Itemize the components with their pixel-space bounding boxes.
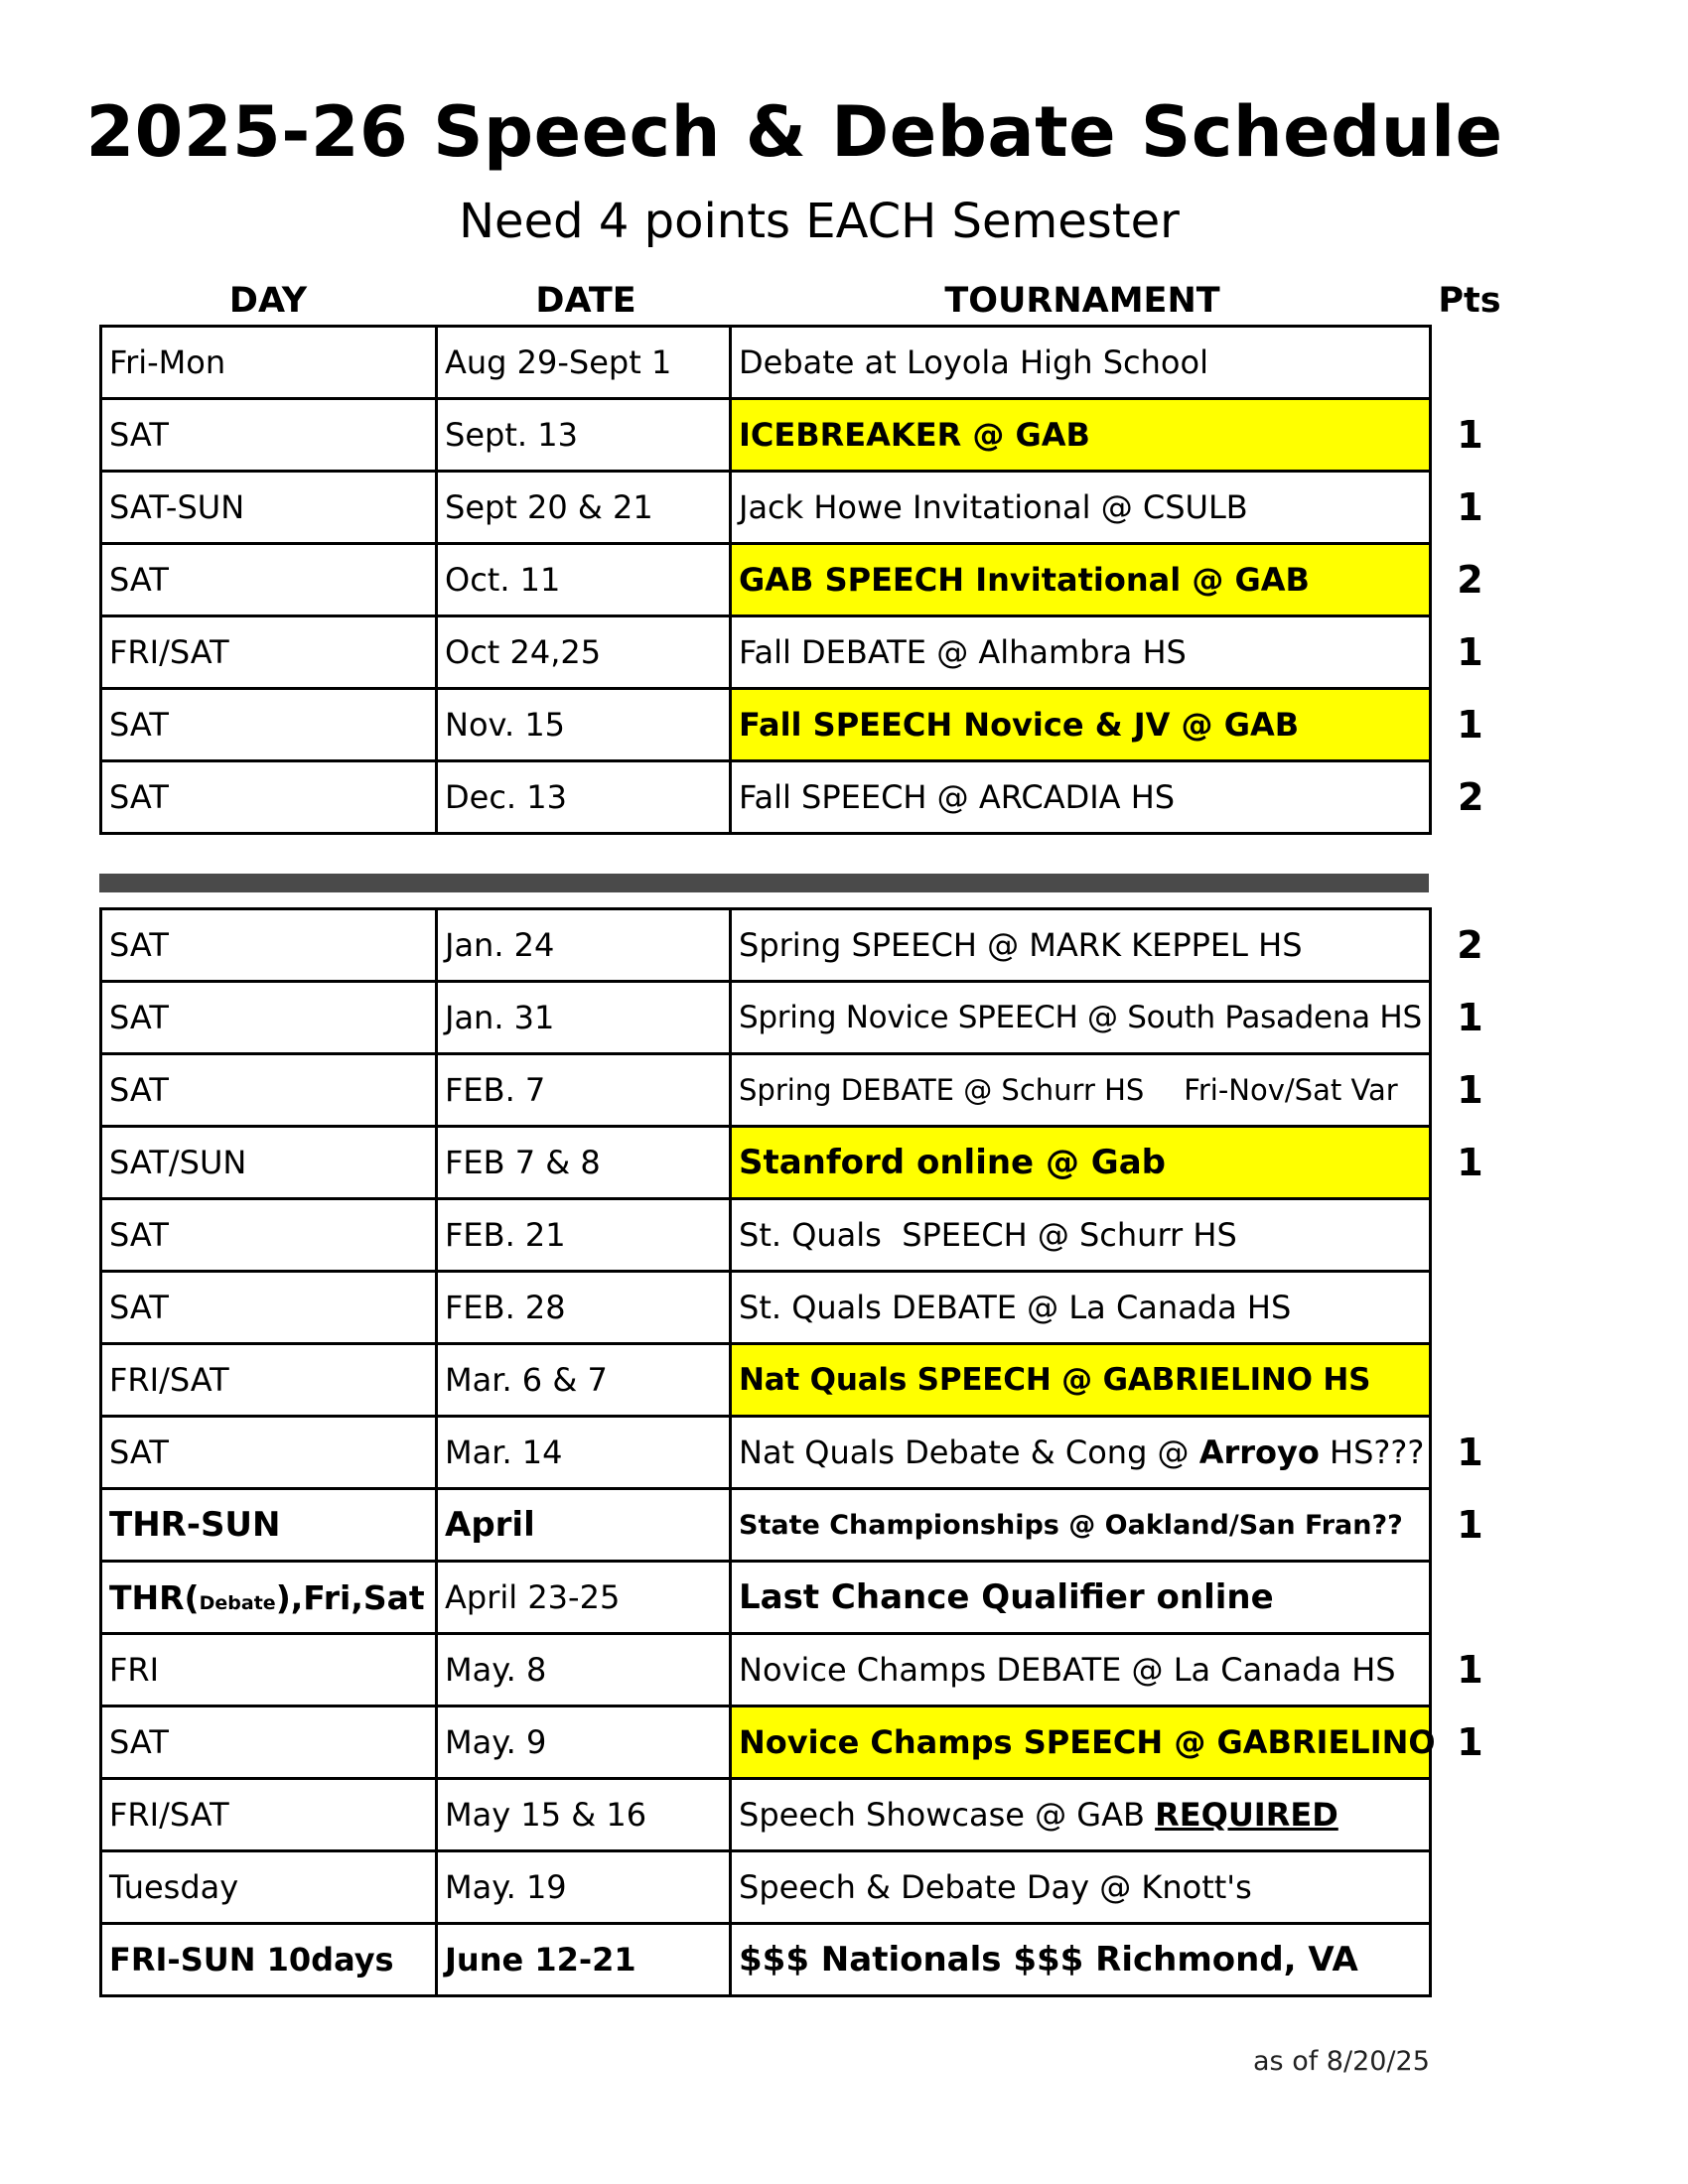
date-cell: Mar. 14 [437, 1417, 731, 1489]
tournament-cell-highlighted: Fall SPEECH Novice & JV @ GAB [731, 689, 1431, 761]
table-row [101, 1562, 1510, 1634]
header-date: DATE [535, 281, 636, 321]
day-cell: SAT [101, 909, 437, 982]
day-cell: FRI/SAT [101, 1779, 437, 1851]
pts-cell: 2 [1458, 775, 1484, 819]
pts-cell [1431, 1924, 1510, 1996]
table-row [101, 1851, 1510, 1924]
pts-cell [1431, 1851, 1510, 1924]
day-cell: Tuesday [101, 1851, 437, 1924]
pts-cell: 1 [1457, 1648, 1483, 1692]
tournament-text: Spring DEBATE @ Schurr HS [739, 1073, 1145, 1107]
table-row [101, 1924, 1510, 1996]
date-cell: Oct. 11 [437, 544, 731, 616]
table-row [101, 1127, 1510, 1199]
day-cell: SAT [101, 1272, 437, 1344]
pts-cell [1431, 327, 1510, 399]
date-cell: Nov. 15 [437, 689, 731, 761]
tournament-cell: Novice Champs DEBATE @ La Canada HS [731, 1634, 1431, 1706]
table-row [101, 1706, 1510, 1779]
table-row [101, 1344, 1510, 1417]
date-cell: May. 9 [437, 1706, 731, 1779]
date-cell: June 12-21 [437, 1924, 731, 1996]
tournament-cell [731, 1054, 1431, 1127]
table-row [101, 1417, 1510, 1489]
date-cell: Jan. 24 [437, 909, 731, 982]
tournament-cell-highlighted: Novice Champs SPEECH @ GABRIELINO [731, 1706, 1431, 1779]
table-row [101, 544, 1510, 616]
date-cell: Dec. 13 [437, 761, 731, 834]
tournament-bold-text: Arroyo [1198, 1433, 1320, 1471]
tournament-cell [731, 1779, 1431, 1851]
pts-cell [1431, 1199, 1510, 1272]
pts-cell: 2 [1457, 923, 1483, 967]
tournament-cell: Last Chance Qualifier online [731, 1562, 1431, 1634]
date-cell: Sept. 13 [437, 399, 731, 472]
tournament-cell-highlighted: Nat Quals SPEECH @ GABRIELINO HS [731, 1344, 1431, 1417]
date-cell: May. 8 [437, 1634, 731, 1706]
day-cell: SAT [101, 689, 437, 761]
pts-cell: 1 [1457, 485, 1483, 529]
pts-cell: 1 [1457, 996, 1483, 1039]
table-row [101, 909, 1510, 982]
day-cell: SAT-SUN [101, 472, 437, 544]
tournament-text: HS??? [1319, 1433, 1425, 1471]
date-cell: FEB. 28 [437, 1272, 731, 1344]
date-cell: FEB. 7 [437, 1054, 731, 1127]
date-cell: April 23-25 [437, 1562, 731, 1634]
tournament-cell: Fall SPEECH @ ARCADIA HS [731, 761, 1431, 834]
pts-cell: 1 [1457, 1431, 1483, 1474]
tournament-cell: Jack Howe Invitational @ CSULB [731, 472, 1431, 544]
tournament-cell: St. Quals DEBATE @ La Canada HS [731, 1272, 1431, 1344]
semester-divider [99, 874, 1429, 892]
table-row [101, 1199, 1510, 1272]
table-row [101, 1634, 1510, 1706]
table-row [101, 399, 1510, 472]
date-cell: Oct 24,25 [437, 616, 731, 689]
pts-cell [1431, 1779, 1510, 1851]
header-tournament: TOURNAMENT [944, 281, 1220, 321]
day-text: ),Fri,Sat [275, 1577, 425, 1617]
tournament-cell [731, 1417, 1431, 1489]
day-cell: SAT [101, 1054, 437, 1127]
tournament-cell-highlighted: Stanford online @ Gab [731, 1127, 1431, 1199]
header-pts: Pts [1438, 281, 1501, 321]
tournament-text: Nat Quals Debate & Cong @ [739, 1433, 1199, 1471]
tournament-cell: $$$ Nationals $$$ Richmond, VA [731, 1924, 1431, 1996]
date-cell: Sept 20 & 21 [437, 472, 731, 544]
tournament-cell: Fall DEBATE @ Alhambra HS [731, 616, 1431, 689]
tournament-cell-highlighted: GAB SPEECH Invitational @ GAB [731, 544, 1431, 616]
day-cell: SAT [101, 1417, 437, 1489]
table-row [101, 761, 1510, 834]
table-row [101, 1272, 1510, 1344]
date-cell: FEB 7 & 8 [437, 1127, 731, 1199]
pts-cell: 1 [1457, 413, 1483, 457]
page-title: 2025-26 Speech & Debate Schedule [85, 91, 1503, 173]
spring-schedule-table [99, 907, 1511, 1997]
pts-cell [1431, 1562, 1510, 1634]
tournament-note: Fri-Nov/Sat Var [1184, 1073, 1398, 1107]
day-cell: Fri-Mon [101, 327, 437, 399]
pts-cell [1431, 1272, 1510, 1344]
table-row [101, 689, 1510, 761]
date-cell: May 15 & 16 [437, 1779, 731, 1851]
table-row [101, 327, 1510, 399]
required-label: REQUIRED [1155, 1796, 1338, 1834]
day-cell: SAT [101, 1706, 437, 1779]
tournament-text: Speech Showcase @ GAB [739, 1796, 1156, 1834]
pts-cell: 2 [1457, 558, 1483, 602]
day-cell: THR-SUN [101, 1489, 437, 1562]
date-cell: Jan. 31 [437, 982, 731, 1054]
day-text: THR( [109, 1577, 200, 1617]
day-cell: FRI/SAT [101, 1344, 437, 1417]
table-row [101, 1779, 1510, 1851]
tournament-cell: Spring SPEECH @ MARK KEPPEL HS [731, 909, 1431, 982]
table-row [101, 982, 1510, 1054]
date-cell: May. 19 [437, 1851, 731, 1924]
date-cell: Mar. 6 & 7 [437, 1344, 731, 1417]
table-row [101, 1054, 1510, 1127]
table-row [101, 616, 1510, 689]
pts-cell: 1 [1457, 1720, 1483, 1764]
day-cell: FRI/SAT [101, 616, 437, 689]
day-cell: SAT/SUN [101, 1127, 437, 1199]
pts-cell [1431, 1344, 1510, 1417]
tournament-cell: State Championships @ Oakland/San Fran?? [731, 1489, 1431, 1562]
date-cell: FEB. 21 [437, 1199, 731, 1272]
pts-cell: 1 [1457, 1068, 1483, 1112]
day-cell: SAT [101, 399, 437, 472]
tournament-cell: Debate at Loyola High School [731, 327, 1431, 399]
tournament-cell: St. Quals SPEECH @ Schurr HS [731, 1199, 1431, 1272]
day-subtext: Debate [199, 1591, 276, 1614]
table-row [101, 472, 1510, 544]
header-day: DAY [228, 281, 308, 321]
date-cell: Aug 29-Sept 1 [437, 327, 731, 399]
pts-cell: 1 [1457, 1141, 1483, 1184]
day-cell: SAT [101, 544, 437, 616]
table-row [101, 1489, 1510, 1562]
date-cell: April [437, 1489, 731, 1562]
pts-cell: 1 [1457, 630, 1483, 674]
day-cell: FRI-SUN 10days [101, 1924, 437, 1996]
day-cell: SAT [101, 982, 437, 1054]
day-cell: SAT [101, 761, 437, 834]
as-of-date: as of 8/20/25 [1253, 2046, 1430, 2077]
tournament-cell-highlighted: ICEBREAKER @ GAB [731, 399, 1431, 472]
pts-cell: 1 [1457, 703, 1483, 747]
page-subtitle: Need 4 points EACH Semester [459, 194, 1180, 249]
tournament-cell: Spring Novice SPEECH @ South Pasadena HS [731, 982, 1431, 1054]
day-cell: FRI [101, 1634, 437, 1706]
tournament-cell: Speech & Debate Day @ Knott's [731, 1851, 1431, 1924]
pts-cell: 1 [1457, 1503, 1483, 1547]
fall-schedule-table [99, 325, 1511, 835]
day-cell [101, 1562, 437, 1634]
day-cell: SAT [101, 1199, 437, 1272]
